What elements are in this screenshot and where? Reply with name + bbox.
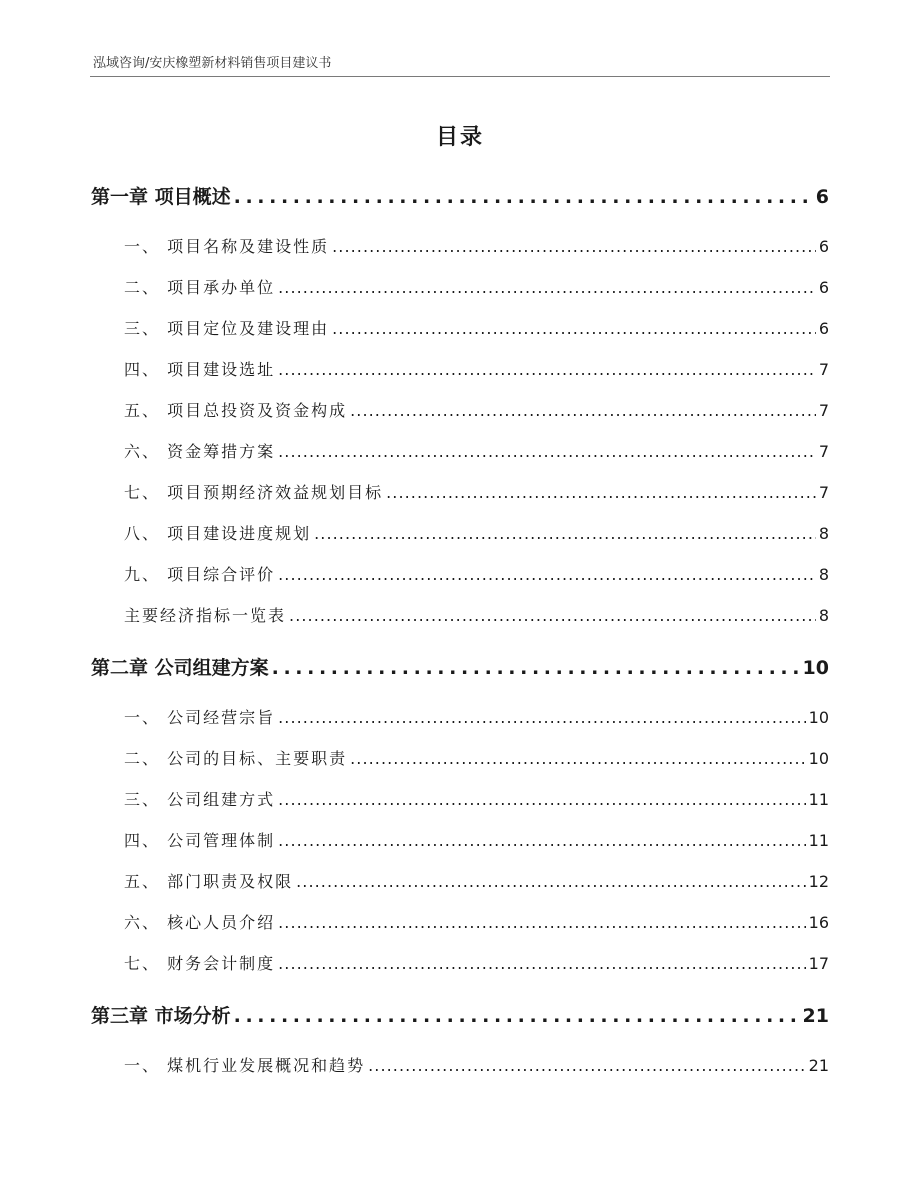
toc-entry-label: 九、 项目综合评价 — [124, 565, 276, 584]
toc-dot-leader — [289, 595, 816, 636]
toc-entry-label: 一、 项目名称及建设性质 — [124, 237, 330, 256]
toc-entry-label: 第二章 公司组建方案 — [91, 657, 269, 679]
toc-page-number: 6 — [818, 237, 829, 256]
toc-section-entry[interactable] — [91, 349, 829, 390]
toc-page-number: 21 — [808, 1056, 829, 1075]
toc-entry-label: 八、 项目建设进度规划 — [124, 524, 312, 543]
toc-entry-label: 主要经济指标一览表 — [124, 606, 287, 625]
toc-section-entry[interactable] — [91, 226, 829, 267]
toc-page-number: 10 — [808, 749, 829, 768]
toc-section-entry[interactable] — [91, 267, 829, 308]
toc-entry-label: 五、 项目总投资及资金构成 — [124, 401, 348, 420]
toc-section-entry[interactable] — [91, 390, 829, 431]
toc-entry-label: 一、 公司经营宗旨 — [124, 708, 276, 727]
toc-page-number: 16 — [808, 913, 829, 932]
toc-entry-label: 七、 项目预期经济效益规划目标 — [124, 483, 384, 502]
toc-dot-leader — [278, 554, 816, 595]
toc-dot-leader — [278, 431, 816, 472]
toc-section-entry[interactable] — [91, 513, 829, 554]
toc-entry-label: 五、 部门职责及权限 — [124, 872, 294, 891]
toc-section-entry[interactable] — [91, 861, 829, 902]
toc-dot-leader — [350, 390, 816, 431]
table-of-contents — [91, 176, 829, 1086]
toc-entry-label: 一、 煤机行业发展概况和趋势 — [124, 1056, 366, 1075]
toc-page-number: 8 — [818, 565, 829, 584]
toc-entry-label: 三、 项目定位及建设理由 — [124, 319, 330, 338]
toc-chapter-entry[interactable] — [91, 995, 829, 1037]
toc-section-entry[interactable] — [91, 697, 829, 738]
toc-dot-leader — [386, 472, 816, 513]
toc-entry-label: 二、 项目承办单位 — [124, 278, 276, 297]
toc-entry-label: 三、 公司组建方式 — [124, 790, 276, 809]
toc-page-number: 6 — [818, 319, 829, 338]
toc-entry-label: 第一章 项目概述 — [91, 186, 231, 208]
toc-page-number: 7 — [818, 483, 829, 502]
toc-title: 目录 — [435, 125, 484, 150]
toc-chapter-entry[interactable] — [91, 647, 829, 689]
toc-dot-leader — [234, 995, 800, 1037]
toc-dot-leader — [278, 943, 806, 984]
toc-dot-leader — [332, 226, 816, 267]
toc-entry-label: 二、 公司的目标、主要职责 — [124, 749, 348, 768]
toc-dot-leader — [314, 513, 816, 554]
toc-dot-leader — [368, 1045, 806, 1086]
toc-page-number: 8 — [818, 606, 829, 625]
running-header: 泓域咨询/安庆橡塑新材料销售项目建议书 — [93, 56, 332, 71]
toc-entry-label: 六、 资金筹措方案 — [124, 442, 276, 461]
toc-chapter-entry[interactable] — [91, 176, 829, 218]
header-rule — [90, 76, 830, 77]
toc-dot-leader — [350, 738, 806, 779]
toc-page-number: 11 — [808, 831, 829, 850]
toc-dot-leader — [278, 779, 806, 820]
toc-dot-leader — [278, 697, 806, 738]
toc-section-entry[interactable] — [91, 1045, 829, 1086]
toc-page-number: 7 — [818, 360, 829, 379]
toc-page-number: 11 — [808, 790, 829, 809]
toc-section-entry[interactable] — [91, 779, 829, 820]
toc-dot-leader — [296, 861, 806, 902]
toc-section-entry[interactable] — [91, 554, 829, 595]
toc-page-number: 21 — [802, 1005, 829, 1027]
toc-dot-leader — [278, 902, 806, 943]
toc-section-entry[interactable] — [91, 431, 829, 472]
toc-page-number: 7 — [818, 442, 829, 461]
toc-page-number: 8 — [818, 524, 829, 543]
toc-page-number: 12 — [808, 872, 829, 891]
toc-section-entry[interactable] — [91, 308, 829, 349]
toc-section-entry[interactable] — [91, 595, 829, 636]
toc-page-number: 10 — [808, 708, 829, 727]
toc-page-number: 6 — [815, 186, 829, 208]
toc-entry-label: 六、 核心人员介绍 — [124, 913, 276, 932]
toc-dot-leader — [278, 820, 806, 861]
toc-dot-leader — [234, 176, 813, 218]
toc-page-number: 6 — [818, 278, 829, 297]
toc-section-entry[interactable] — [91, 472, 829, 513]
toc-dot-leader — [278, 267, 816, 308]
toc-entry-label: 七、 财务会计制度 — [124, 954, 276, 973]
toc-page-number: 7 — [818, 401, 829, 420]
toc-section-entry[interactable] — [91, 738, 829, 779]
toc-dot-leader — [272, 647, 800, 689]
toc-page-number: 10 — [802, 657, 829, 679]
toc-dot-leader — [332, 308, 816, 349]
toc-dot-leader — [278, 349, 816, 390]
toc-entry-label: 四、 项目建设选址 — [124, 360, 276, 379]
toc-page-number: 17 — [808, 954, 829, 973]
toc-entry-label: 四、 公司管理体制 — [124, 831, 276, 850]
toc-section-entry[interactable] — [91, 820, 829, 861]
toc-entry-label: 第三章 市场分析 — [91, 1005, 231, 1027]
toc-section-entry[interactable] — [91, 943, 829, 984]
toc-section-entry[interactable] — [91, 902, 829, 943]
